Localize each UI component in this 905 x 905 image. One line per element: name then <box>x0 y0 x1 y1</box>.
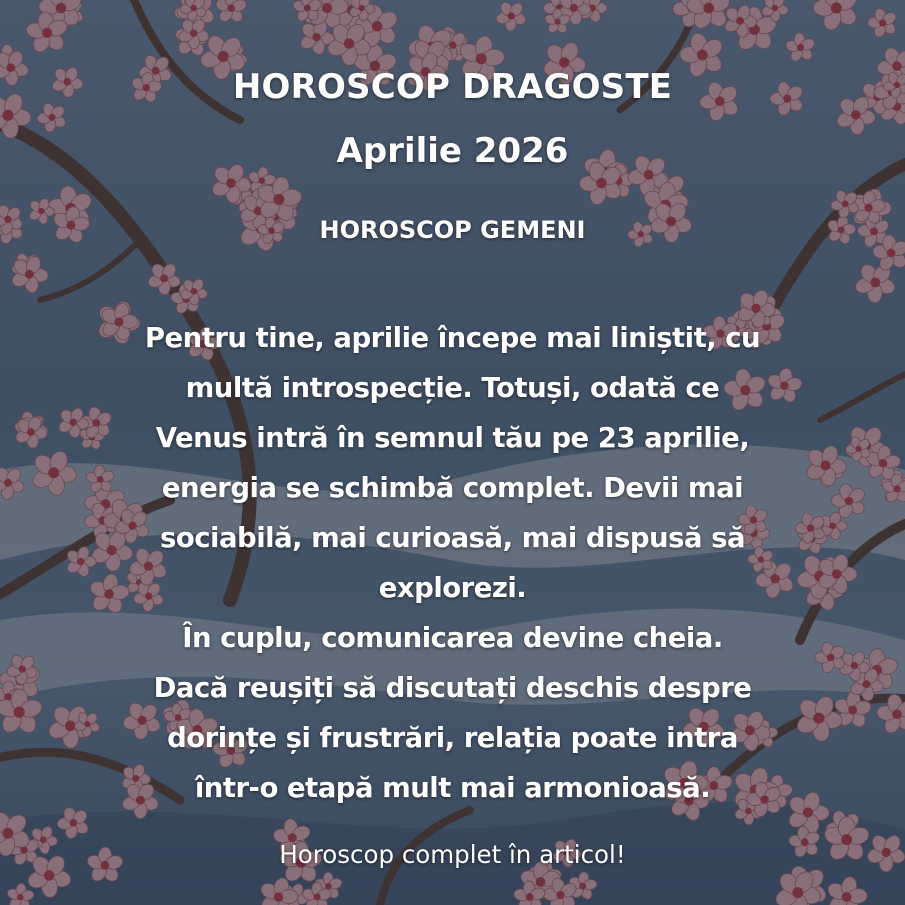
text-line: Dacă reușiți să discutați deschis despre <box>153 672 752 704</box>
card-subtitle: Aprilie 2026 <box>336 131 569 171</box>
text-line: explorezi. <box>378 572 527 604</box>
footer-cta: Horoscop complet în articol! <box>279 840 626 869</box>
text-line: Pentru tine, aprilie începe mai liniștit, cu <box>144 322 761 354</box>
text-line: multă introspecție. Totuși, odată ce <box>185 372 720 404</box>
sign-heading: HOROSCOP GEMENI <box>319 216 586 244</box>
text-line: În cuplu, comunicarea devine cheia. <box>182 622 723 654</box>
text-line: dorințe și frustrări, relația poate intra <box>167 722 738 754</box>
text-line: energia se schimbă complet. Devii mai <box>161 472 744 504</box>
text-line: sociabilă, mai curioasă, mai dispusă să <box>159 522 746 554</box>
horoscope-text <box>52 313 853 813</box>
text-line: într-o etapă mult mai armonioasă. <box>194 772 711 804</box>
card-title: HOROSCOP DRAGOSTE <box>232 67 673 107</box>
text-line: Venus intră în semnul tău pe 23 aprilie, <box>155 422 750 454</box>
